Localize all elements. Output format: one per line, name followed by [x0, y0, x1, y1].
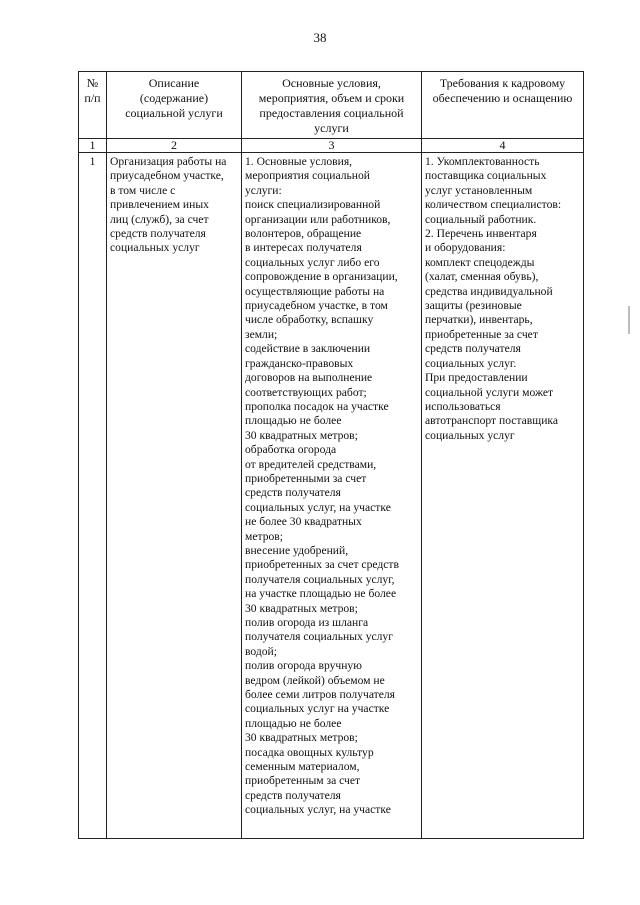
text-line: социальных услуг.: [425, 356, 517, 370]
text-line: осуществляющие работы на: [245, 284, 385, 298]
text-line: 30 квадратных метров;: [245, 731, 358, 745]
text-line: площадью не более: [245, 414, 342, 428]
column-number-row: [79, 139, 584, 153]
text-line: не более 30 квадратных: [245, 515, 362, 529]
text-line: ведром (лейкой) объемом не: [245, 673, 385, 687]
text-line: площадью не более: [245, 716, 342, 730]
text-line: средств получателя: [245, 486, 341, 500]
text-line: 1. Основные условия,: [245, 155, 353, 168]
text-line: земли;: [245, 327, 278, 341]
text-line: защиты (резиновые: [425, 299, 522, 313]
text-line: приобретенные за счет: [425, 327, 538, 341]
text-line: п/п: [84, 91, 101, 105]
text-line: услуги:: [245, 183, 282, 197]
text-line: сопровождение в организации,: [245, 270, 398, 284]
text-line: в интересах получателя: [245, 241, 362, 255]
text-line: Требования к кадровому: [439, 76, 566, 90]
text-line: средств получателя: [245, 788, 341, 802]
text-line: организации или работников,: [245, 212, 391, 226]
text-line: поставщика социальных: [425, 169, 547, 183]
text-line: мероприятия социальной: [245, 169, 370, 183]
text-line: Основные условия,: [282, 76, 381, 90]
text-line: соответствующих работ;: [245, 385, 367, 399]
column-number: 4: [422, 139, 584, 153]
text-line: поиск специализированной: [245, 198, 381, 212]
text-line: услуги: [314, 121, 349, 135]
text-line: средства индивидуальной: [425, 284, 553, 298]
text-line: водой;: [245, 644, 277, 658]
text-line: от вредителей средствами,: [245, 457, 377, 471]
text-line: 30 квадратных метров;: [245, 601, 358, 615]
text-line: 2. Перечень инвентаря: [425, 227, 537, 241]
text-line: №: [86, 76, 99, 90]
text-line: При предоставлении: [425, 371, 528, 385]
text-line: более семи литров получателя: [245, 688, 395, 702]
text-line: Описание: [148, 76, 200, 90]
text-line: привлечением иных: [110, 198, 209, 212]
text-line: приусадебном участке,: [110, 169, 224, 183]
text-line: полив огорода из шланга: [245, 616, 369, 629]
header-col-description: [107, 72, 242, 139]
text-line: перчатки), инвентарь,: [425, 313, 533, 327]
text-line: гражданско-правовых: [245, 356, 354, 370]
text-line: количеством специалистов:: [425, 198, 562, 212]
text-line: получателя социальных услуг: [245, 630, 393, 644]
text-line: использоваться: [425, 399, 501, 413]
header-row: [79, 72, 584, 139]
text-line: приобретенных за счет средств: [245, 558, 399, 572]
text-line: предоставления социальной: [259, 106, 404, 120]
social-services-table: [78, 71, 584, 839]
text-line: внесение удобрений,: [245, 543, 349, 557]
text-line: числе обработку, вспашку: [245, 313, 374, 327]
column-number: 3: [242, 139, 422, 153]
service-conditions: [242, 153, 422, 839]
text-line: комплект спецодежды: [425, 255, 535, 269]
page-number: 38: [313, 30, 327, 45]
text-line: социальных услуг либо его: [245, 255, 380, 269]
text-line: содействие в заключении: [245, 342, 371, 356]
text-line: услуг установленным: [425, 183, 533, 197]
text-line: автотранспорт поставщика: [425, 414, 558, 428]
service-description: [107, 153, 242, 839]
text-line: получателя социальных услуг,: [245, 572, 395, 586]
text-line: семенным материалом,: [245, 760, 360, 774]
text-line: средств получателя: [425, 342, 521, 356]
table-row: [79, 153, 584, 839]
text-line: лиц (служб), за счет: [110, 212, 209, 226]
text-line: средств получателя: [110, 227, 206, 241]
text-line: социальных услуг: [110, 241, 200, 255]
text-line: в том числе с: [110, 183, 176, 197]
text-line: (содержание): [139, 91, 209, 105]
text-line: полив огорода вручную: [245, 659, 362, 673]
row-number: 1: [79, 153, 107, 839]
text-line: и оборудования:: [425, 241, 506, 255]
text-line: социальных услуг, на участке: [245, 500, 391, 514]
header-col-requirements: [422, 72, 584, 139]
service-requirements: [422, 153, 584, 839]
text-line: договоров на выполнение: [245, 371, 373, 385]
text-line: метров;: [245, 529, 283, 543]
text-line: волонтеров, обращение: [245, 227, 362, 241]
text-line: (халат, сменная обувь),: [425, 270, 539, 284]
text-line: социальный работник.: [425, 212, 537, 226]
text-line: 1. Укомплектованность: [425, 155, 540, 168]
text-line: социальных услуг, на участке: [245, 803, 391, 817]
text-line: социальной услуги: [125, 106, 223, 120]
text-line: посадка овощных культур: [245, 745, 374, 759]
text-line: социальной услуги может: [425, 385, 554, 399]
text-line: 30 квадратных метров;: [245, 428, 358, 442]
column-number: 2: [107, 139, 242, 153]
text-line: социальных услуг: [425, 428, 515, 442]
text-line: приобретенными за счет: [245, 471, 367, 485]
text-line: обеспечению и оснащению: [432, 91, 573, 105]
text-line: прополка посадок на участке: [245, 399, 389, 413]
scan-margin-mark: [628, 306, 630, 334]
text-line: мероприятия, объем и сроки: [258, 91, 405, 105]
header-col-number: [79, 72, 107, 139]
header-col-conditions: [242, 72, 422, 139]
text-line: социальных услуг на участке: [245, 702, 390, 716]
text-line: приусадебном участке, в том: [245, 299, 388, 313]
text-line: Организация работы на: [110, 155, 227, 168]
text-line: приобретенным за счет: [245, 774, 361, 788]
column-number: 1: [79, 139, 107, 153]
text-line: на участке площадью не более: [245, 587, 397, 601]
text-line: обработка огорода: [245, 443, 337, 457]
